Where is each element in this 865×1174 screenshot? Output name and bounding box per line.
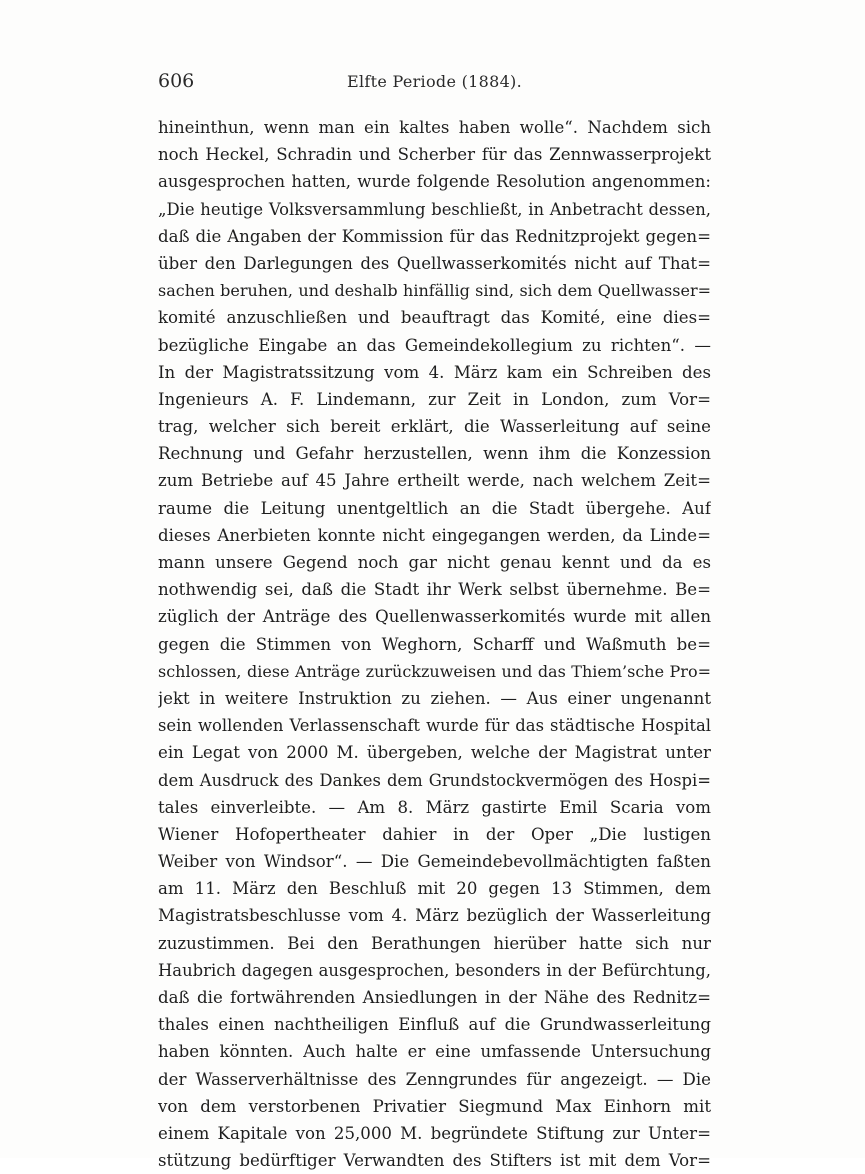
text-line: jekt in weitere Instruktion zu ziehen. — Aus einer ungenannt bbox=[158, 688, 711, 708]
text-line: Rechnung und Gefahr herzustellen, wenn ihm die Konzession bbox=[158, 444, 711, 464]
text-line: bezügliche Eingabe an das Gemeindekollegium zu richten“. — bbox=[158, 335, 711, 355]
text-line: stützung bedürftiger Verwandten des Stifters ist mit dem Vor= bbox=[158, 1151, 711, 1171]
text-line: zum Betriebe auf 45 Jahre ertheilt werde, nach welchem Zeit= bbox=[158, 471, 711, 491]
text-line: schlossen, diese Anträge zurückzuweisen und das Thiem’sche Pro= bbox=[158, 661, 711, 681]
text-line: gegen die Stimmen von Weghorn, Scharff und Waßmuth be= bbox=[158, 634, 711, 654]
text-line: noch Heckel, Schradin und Scherber für das Zennwasserprojekt bbox=[158, 145, 711, 165]
text-line: tales einverleibte. — Am 8. März gastirte Emil Scaria vom bbox=[158, 797, 711, 817]
text-line: „Die heutige Volksversammlung beschließt, in Anbetracht dessen, bbox=[158, 199, 711, 219]
text-line: trag, welcher sich bereit erklärt, die Wasserleitung auf seine bbox=[158, 417, 711, 437]
text-line: Ingenieurs A. F. Lindemann, zur Zeit in London, zum Vor= bbox=[158, 389, 711, 409]
text-line: am 11. März den Beschluß mit 20 gegen 13 Stimmen, dem bbox=[158, 879, 711, 899]
text-line: hineinthun, wenn man ein kaltes haben wolle“. Nachdem sich bbox=[158, 118, 711, 137]
body-text bbox=[158, 114, 711, 1174]
running-title: Elfte Periode (1884). bbox=[346, 72, 522, 91]
text-line: komité anzuschließen und beauftragt das Komité, eine dies= bbox=[158, 308, 711, 328]
text-line: sachen beruhen, und deshalb hinfällig sind, sich dem Quellwasser= bbox=[158, 281, 711, 301]
text-line: Haubrich dagegen ausgesprochen, besonders in der Befürchtung, bbox=[158, 960, 711, 980]
text-line: sein wollenden Verlassenschaft wurde für das städtische Hospital bbox=[158, 716, 711, 736]
text-line: ausgesprochen hatten, wurde folgende Resolution angenommen: bbox=[158, 172, 711, 192]
text-line: einem Kapitale von 25,000 M. begründete Stiftung zur Unter= bbox=[158, 1123, 711, 1143]
text-line: der Wasserverhältnisse des Zenngrundes für angezeigt. — Die bbox=[158, 1069, 711, 1089]
text-line: ein Legat von 2000 M. übergeben, welche der Magistrat unter bbox=[158, 743, 711, 763]
text-line: In der Magistratssitzung vom 4. März kam ein Schreiben des bbox=[158, 362, 711, 382]
text-line: mann unsere Gegend noch gar nicht genau kennt und da es bbox=[158, 553, 711, 572]
text-line: raume die Leitung unentgeltlich an die Stadt übergehe. Auf bbox=[158, 498, 711, 518]
text-line: zuzustimmen. Bei den Berathungen hierüber hatte sich nur bbox=[158, 933, 711, 953]
text-line: Magistratsbeschlusse vom 4. März bezüglich der Wasserleitung bbox=[158, 906, 711, 926]
text-line: dieses Anerbieten konnte nicht eingegangen werden, da Linde= bbox=[158, 525, 711, 545]
text-line: Weiber von Windsor“. — Die Gemeindebevollmächtigten faßten bbox=[158, 852, 711, 872]
text-line: dem Ausdruck des Dankes dem Grundstockvermögen des Hospi= bbox=[158, 770, 711, 790]
text-line: nothwendig sei, daß die Stadt ihr Werk selbst übernehme. Be= bbox=[158, 580, 711, 600]
text-line: daß die Angaben der Kommission für das Rednitzprojekt gegen= bbox=[158, 226, 711, 246]
text-line: von dem verstorbenen Privatier Siegmund Max Einhorn mit bbox=[158, 1096, 711, 1116]
page-number: 606 bbox=[158, 70, 195, 92]
text-line: züglich der Anträge des Quellenwasserkomités wurde mit allen bbox=[158, 607, 711, 627]
text-line: Wiener Hofopertheater dahier in der Oper „Die lustigen bbox=[158, 824, 711, 844]
text-line: über den Darlegungen des Quellwasserkomités nicht auf That= bbox=[158, 253, 711, 273]
text-line: thales einen nachtheiligen Einfluß auf die Grundwasserleitung bbox=[158, 1015, 711, 1035]
text-line: daß die fortwährenden Ansiedlungen in der Nähe des Rednitz= bbox=[158, 988, 711, 1007]
page-header bbox=[158, 70, 711, 100]
text-line: haben könnten. Auch halte er eine umfassende Untersuchung bbox=[158, 1042, 711, 1062]
